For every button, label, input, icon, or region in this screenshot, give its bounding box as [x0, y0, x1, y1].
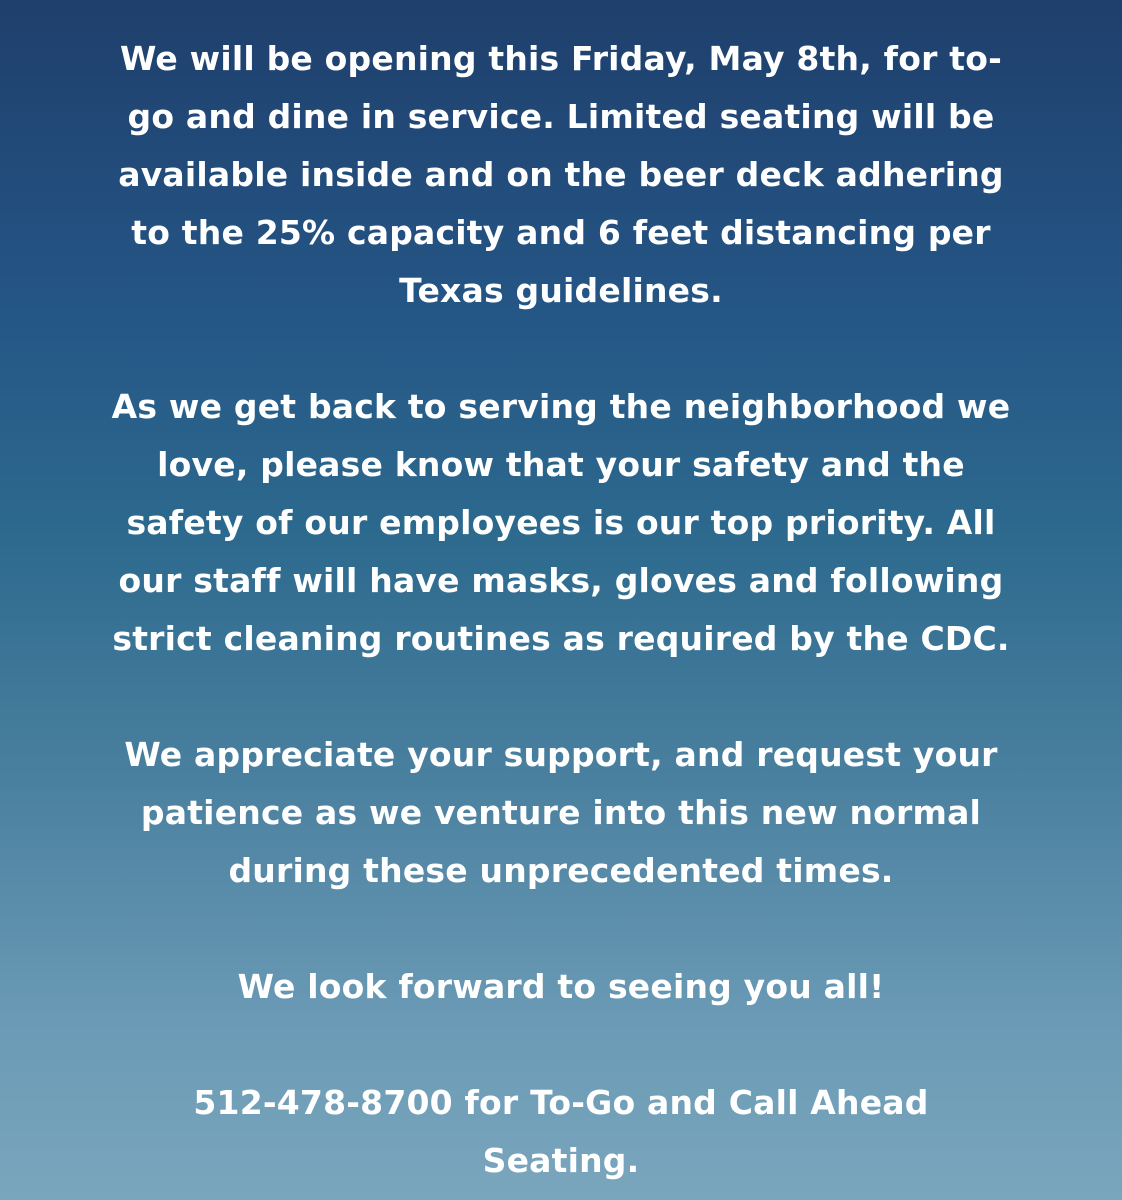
- safety-paragraph: [0, 378, 1122, 668]
- text-line: love, please know that your safety and the: [157, 445, 965, 484]
- closing-paragraph: [0, 958, 1122, 1016]
- text-line: We will be opening this Friday, May 8th, for to-: [119, 39, 1003, 78]
- text-line: go and dine in service. Limited seating will be: [127, 97, 995, 136]
- contact-paragraph: [0, 1074, 1122, 1190]
- text-line: to the 25% capacity and 6 feet distancing per: [131, 213, 991, 252]
- phone-line: 512-478-8700 for To-Go and Call Ahead: [193, 1083, 929, 1122]
- text-line: patience as we venture into this new normal: [140, 793, 982, 832]
- text-line: safety of our employees is our top priority. All: [126, 503, 996, 542]
- text-line: available inside and on the beer deck adhering: [118, 155, 1004, 194]
- text-line: strict cleaning routines as required by the CDC.: [112, 619, 1010, 658]
- text-line: Seating.: [482, 1141, 640, 1180]
- text-line: during these unprecedented times.: [228, 851, 894, 890]
- appreciation-paragraph: [0, 726, 1122, 900]
- text-line: We appreciate your support, and request your: [124, 735, 998, 774]
- text-line: Texas guidelines.: [399, 271, 723, 310]
- text-line: our staff will have masks, gloves and following: [118, 561, 1004, 600]
- opening-paragraph: [0, 30, 1122, 320]
- text-line: As we get back to serving the neighborhood we: [111, 387, 1011, 426]
- text-line: We look forward to seeing you all!: [237, 967, 885, 1006]
